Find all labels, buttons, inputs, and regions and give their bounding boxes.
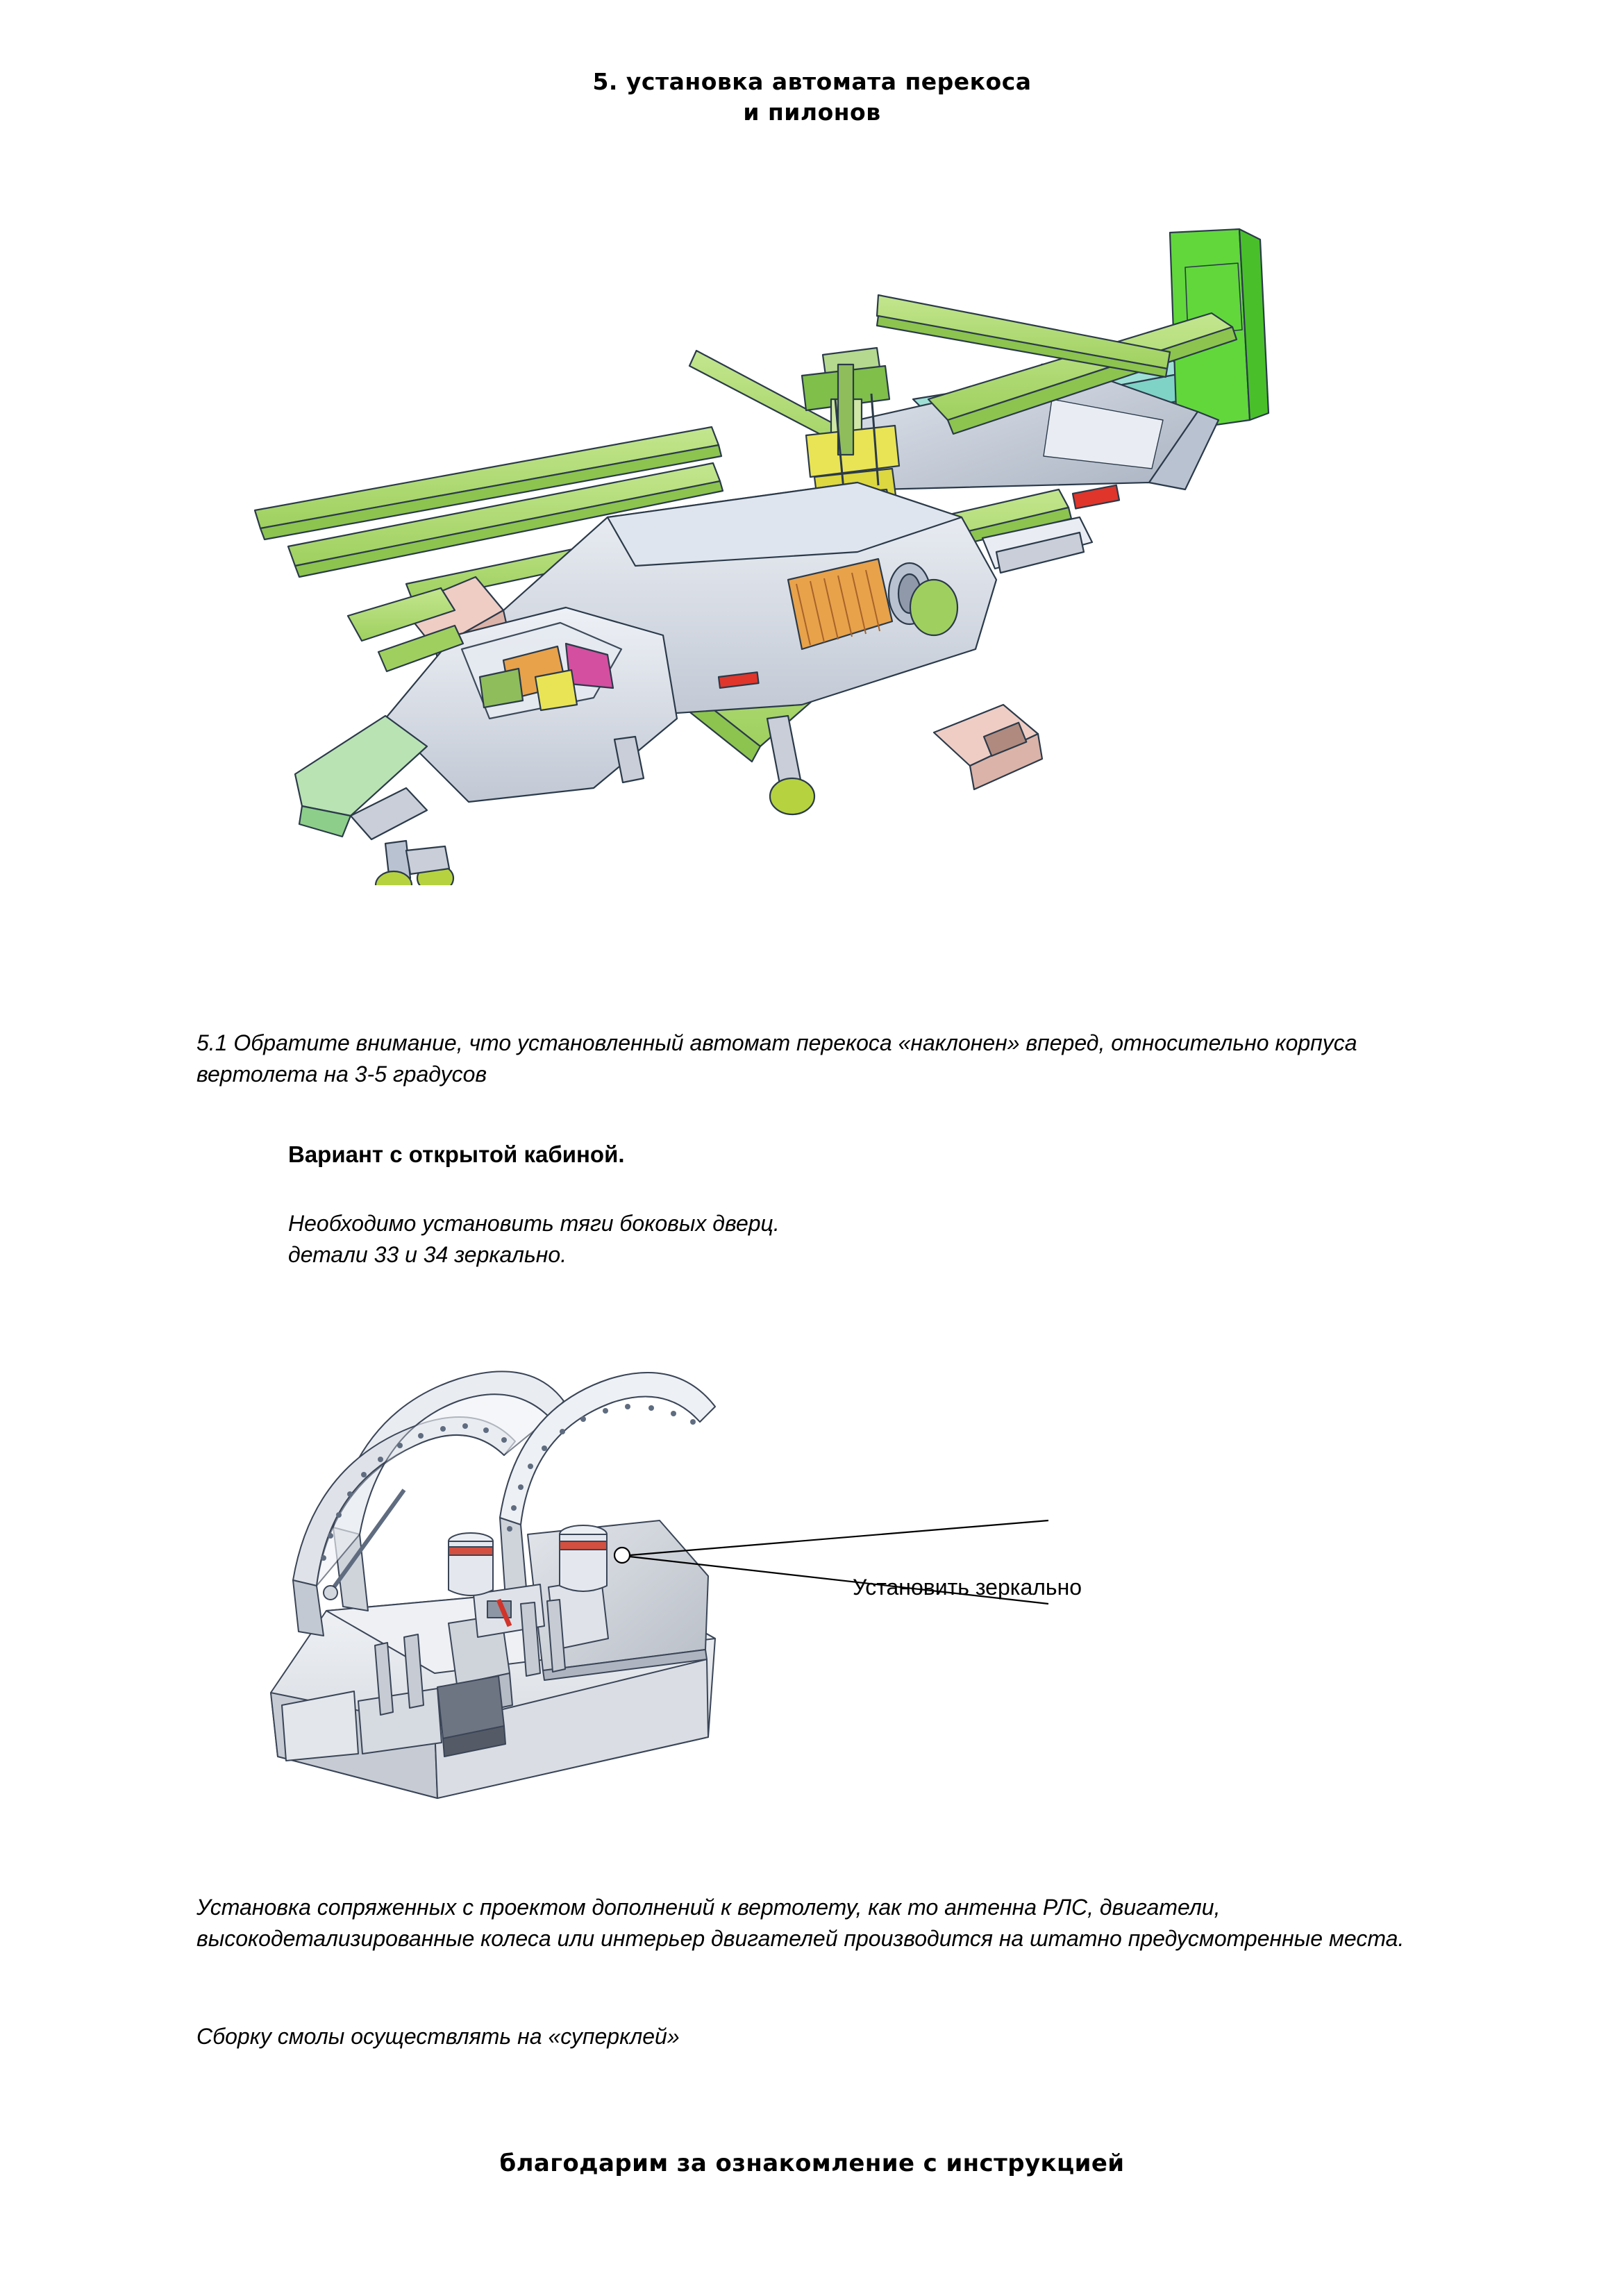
glue-note-text: Сборку смолы осуществлять на «суперклей» bbox=[196, 2024, 680, 2049]
step-5-1-text: 5.1 Обратите внимание, что установленный автомат перекоса «наклонен» вперед, относительно корпуса вертолета на 3-5 градусов bbox=[196, 1030, 1357, 1087]
footer-thanks: благодарим за ознакомление с инструкцией bbox=[499, 2150, 1125, 2177]
additions-note-text: Установка сопряженных с проектом дополнений к вертолету, как то антенна РЛС, двигатели, высокодетализированные колеса или интерьер двигателей производится на штатно предусмотренные места. bbox=[196, 1895, 1405, 1952]
page-title-line-2: и пилонов bbox=[743, 98, 881, 126]
tyagi-note-text: Необходимо установить тяги боковых дверц. детали 33 и 34 зеркально. bbox=[288, 1211, 780, 1268]
callout-label-mirror: Установить зеркально bbox=[853, 1575, 1082, 1600]
helicopter-assembly-diagram bbox=[177, 191, 1448, 885]
page-title bbox=[0, 67, 1624, 127]
page-title-line-1: 5. установка автомата перекоса bbox=[592, 68, 1032, 95]
variant-heading: Вариант с открытой кабиной. bbox=[288, 1141, 625, 1167]
